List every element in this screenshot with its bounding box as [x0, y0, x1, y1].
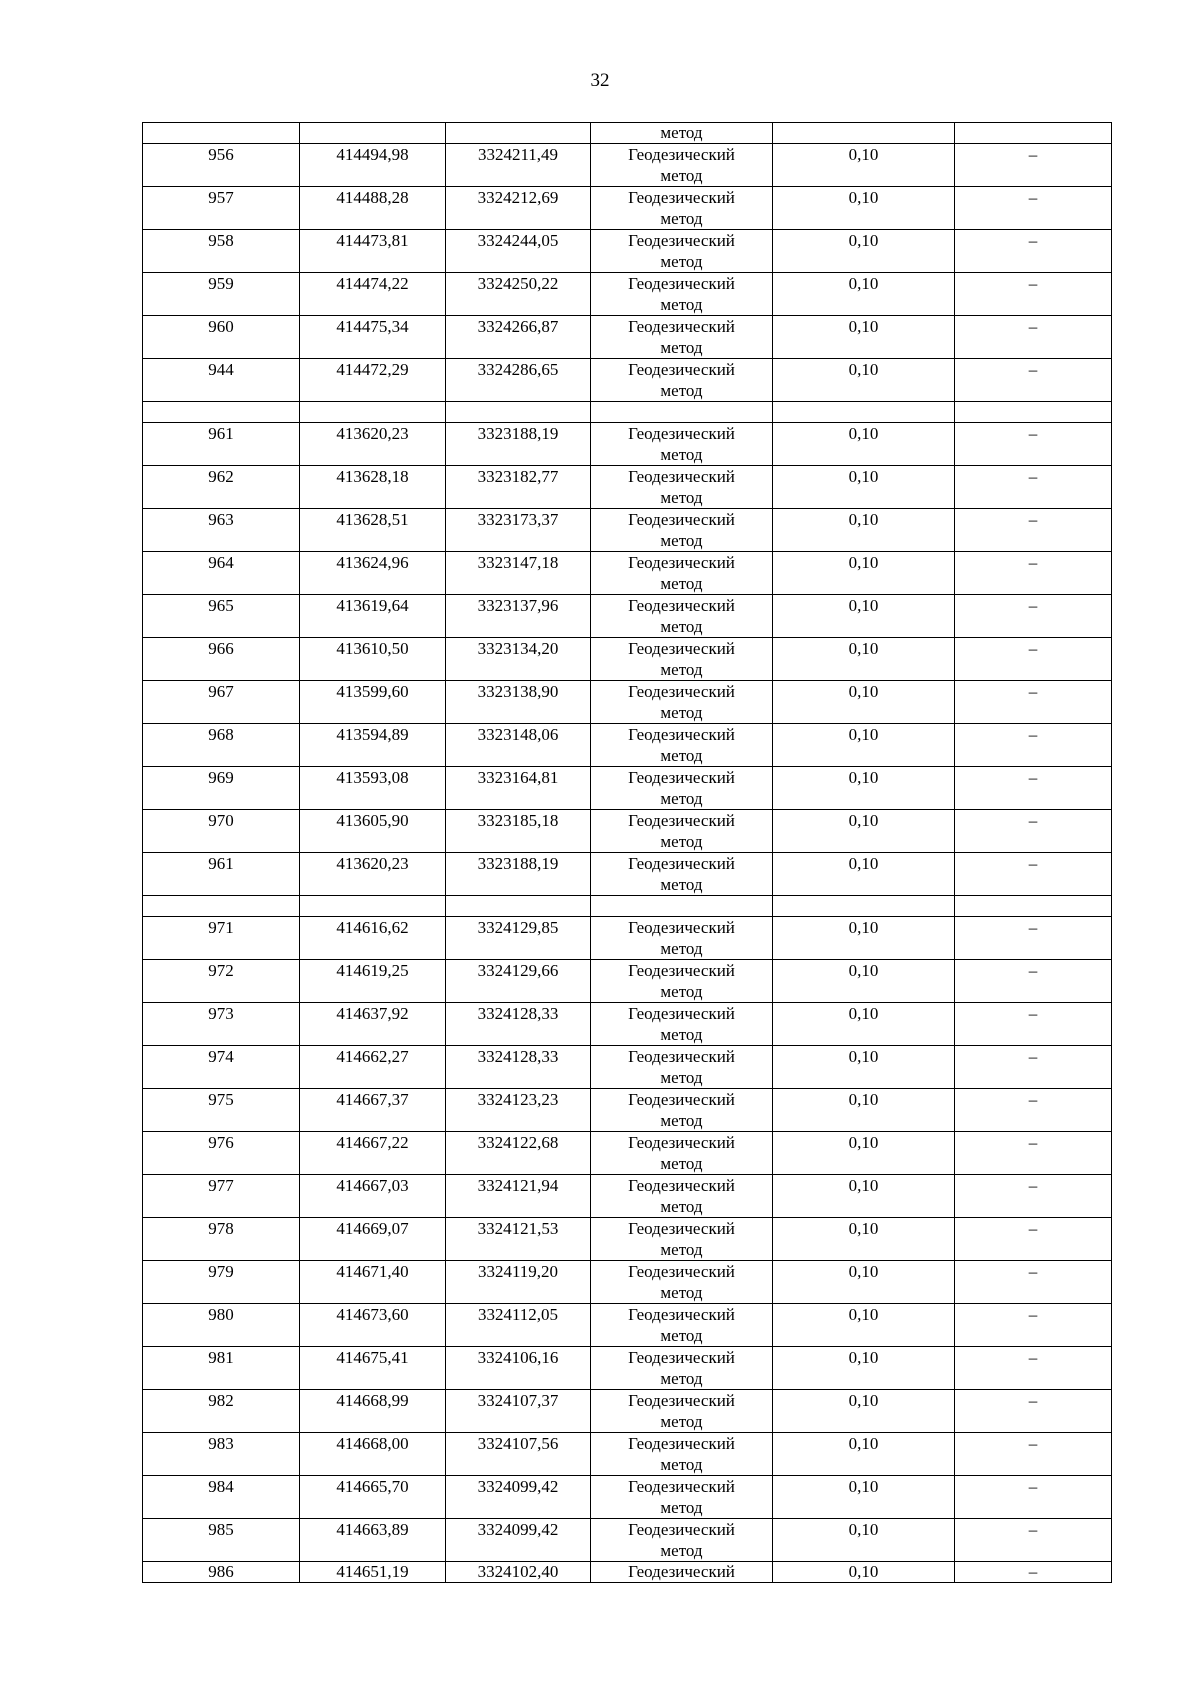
note-cell: –: [955, 1046, 1112, 1089]
y-coordinate-cell: 3324244,05: [446, 230, 591, 273]
note-cell: –: [955, 423, 1112, 466]
accuracy-cell: 0,10: [773, 1089, 955, 1132]
method-cell: Геодезический метод: [591, 810, 773, 853]
table-row-continuation: [143, 123, 1112, 144]
note-cell: –: [955, 230, 1112, 273]
point-number-cell: 976: [143, 1132, 300, 1175]
point-number-cell: 975: [143, 1089, 300, 1132]
x-coordinate-cell: 414619,25: [300, 960, 446, 1003]
table-row-separator: [143, 896, 1112, 917]
accuracy-cell: 0,10: [773, 1390, 955, 1433]
y-coordinate-cell: 3324099,42: [446, 1476, 591, 1519]
table-row: [143, 1433, 1112, 1476]
note-cell: [955, 123, 1112, 144]
x-coordinate-cell: 413594,89: [300, 724, 446, 767]
table-row: [143, 917, 1112, 960]
point-number-cell: 972: [143, 960, 300, 1003]
accuracy-cell: 0,10: [773, 1261, 955, 1304]
coordinates-table: [142, 122, 1112, 1583]
note-cell: –: [955, 1390, 1112, 1433]
accuracy-cell: 0,10: [773, 230, 955, 273]
method-cell: Геодезический метод: [591, 638, 773, 681]
note-cell: –: [955, 552, 1112, 595]
point-number-cell: 977: [143, 1175, 300, 1218]
table-row: [143, 359, 1112, 402]
note-cell: –: [955, 1003, 1112, 1046]
method-cell: Геодезический метод: [591, 230, 773, 273]
point-number-cell: 969: [143, 767, 300, 810]
method-cell: Геодезический метод: [591, 1089, 773, 1132]
point-number-cell: 960: [143, 316, 300, 359]
point-number-cell: 980: [143, 1304, 300, 1347]
table-row: [143, 1175, 1112, 1218]
accuracy-cell: 0,10: [773, 810, 955, 853]
empty-cell: [446, 896, 591, 917]
point-number-cell: 986: [143, 1562, 300, 1583]
accuracy-cell: 0,10: [773, 144, 955, 187]
note-cell: –: [955, 638, 1112, 681]
empty-cell: [955, 402, 1112, 423]
table-row: [143, 1347, 1112, 1390]
note-cell: –: [955, 359, 1112, 402]
y-coordinate-cell: 3324122,68: [446, 1132, 591, 1175]
method-cell: Геодезический метод: [591, 1218, 773, 1261]
accuracy-cell: 0,10: [773, 316, 955, 359]
note-cell: –: [955, 1347, 1112, 1390]
accuracy-cell: 0,10: [773, 187, 955, 230]
y-coordinate-cell: [446, 123, 591, 144]
accuracy-cell: 0,10: [773, 423, 955, 466]
y-coordinate-cell: 3323137,96: [446, 595, 591, 638]
method-cell: Геодезический метод: [591, 1519, 773, 1562]
y-coordinate-cell: 3323182,77: [446, 466, 591, 509]
note-cell: –: [955, 1175, 1112, 1218]
method-cell: Геодезический метод: [591, 1261, 773, 1304]
table-row: [143, 423, 1112, 466]
note-cell: –: [955, 960, 1112, 1003]
y-coordinate-cell: 3324099,42: [446, 1519, 591, 1562]
x-coordinate-cell: 414651,19: [300, 1562, 446, 1583]
accuracy-cell: 0,10: [773, 273, 955, 316]
note-cell: –: [955, 144, 1112, 187]
x-coordinate-cell: 414474,22: [300, 273, 446, 316]
note-cell: –: [955, 1132, 1112, 1175]
empty-cell: [773, 402, 955, 423]
note-cell: –: [955, 595, 1112, 638]
table-row: [143, 273, 1112, 316]
accuracy-cell: 0,10: [773, 509, 955, 552]
table-row: [143, 316, 1112, 359]
note-cell: –: [955, 1218, 1112, 1261]
table-row: [143, 466, 1112, 509]
y-coordinate-cell: 3323173,37: [446, 509, 591, 552]
y-coordinate-cell: 3324129,66: [446, 960, 591, 1003]
table-row: [143, 595, 1112, 638]
method-cell: Геодезический метод: [591, 1304, 773, 1347]
y-coordinate-cell: 3324121,94: [446, 1175, 591, 1218]
accuracy-cell: 0,10: [773, 595, 955, 638]
accuracy-cell: 0,10: [773, 1046, 955, 1089]
y-coordinate-cell: 3324119,20: [446, 1261, 591, 1304]
point-number-cell: 982: [143, 1390, 300, 1433]
empty-cell: [300, 402, 446, 423]
x-coordinate-cell: 413599,60: [300, 681, 446, 724]
y-coordinate-cell: 3323188,19: [446, 423, 591, 466]
method-cell: Геодезический метод: [591, 552, 773, 595]
empty-cell: [446, 402, 591, 423]
accuracy-cell: 0,10: [773, 1218, 955, 1261]
accuracy-cell: 0,10: [773, 1433, 955, 1476]
table-row: [143, 1304, 1112, 1347]
x-coordinate-cell: 414671,40: [300, 1261, 446, 1304]
point-number-cell: 970: [143, 810, 300, 853]
y-coordinate-cell: 3323188,19: [446, 853, 591, 896]
method-cell: Геодезический метод: [591, 853, 773, 896]
table-row: [143, 960, 1112, 1003]
empty-cell: [591, 896, 773, 917]
point-number-cell: 973: [143, 1003, 300, 1046]
x-coordinate-cell: 414668,99: [300, 1390, 446, 1433]
note-cell: –: [955, 273, 1112, 316]
y-coordinate-cell: 3324128,33: [446, 1046, 591, 1089]
x-coordinate-cell: 414667,37: [300, 1089, 446, 1132]
point-number-cell: 961: [143, 423, 300, 466]
note-cell: –: [955, 1562, 1112, 1583]
table-row: [143, 1218, 1112, 1261]
y-coordinate-cell: 3324121,53: [446, 1218, 591, 1261]
table-row-separator: [143, 402, 1112, 423]
table-row: [143, 1003, 1112, 1046]
table-row: [143, 230, 1112, 273]
x-coordinate-cell: 413605,90: [300, 810, 446, 853]
accuracy-cell: 0,10: [773, 1347, 955, 1390]
coordinates-table-body: [143, 123, 1112, 1583]
y-coordinate-cell: 3324212,69: [446, 187, 591, 230]
point-number-cell: 944: [143, 359, 300, 402]
empty-cell: [773, 896, 955, 917]
x-coordinate-cell: 414616,62: [300, 917, 446, 960]
empty-cell: [143, 402, 300, 423]
y-coordinate-cell: 3323164,81: [446, 767, 591, 810]
method-cell: Геодезический метод: [591, 187, 773, 230]
table-row: [143, 724, 1112, 767]
method-cell: Геодезический: [591, 1562, 773, 1583]
method-cell: Геодезический метод: [591, 1003, 773, 1046]
method-cell: Геодезический метод: [591, 1433, 773, 1476]
y-coordinate-cell: 3324286,65: [446, 359, 591, 402]
point-number-cell: 958: [143, 230, 300, 273]
table-row: [143, 1390, 1112, 1433]
method-cell: Геодезический метод: [591, 273, 773, 316]
method-cell: Геодезический метод: [591, 423, 773, 466]
x-coordinate-cell: 414669,07: [300, 1218, 446, 1261]
x-coordinate-cell: 414472,29: [300, 359, 446, 402]
empty-cell: [591, 402, 773, 423]
point-number-cell: 963: [143, 509, 300, 552]
note-cell: –: [955, 466, 1112, 509]
accuracy-cell: [773, 123, 955, 144]
accuracy-cell: 0,10: [773, 466, 955, 509]
table-row: [143, 144, 1112, 187]
table-row: [143, 509, 1112, 552]
note-cell: –: [955, 509, 1112, 552]
x-coordinate-cell: 414663,89: [300, 1519, 446, 1562]
x-coordinate-cell: 414637,92: [300, 1003, 446, 1046]
y-coordinate-cell: 3324107,37: [446, 1390, 591, 1433]
point-number-cell: 962: [143, 466, 300, 509]
table-row: [143, 1476, 1112, 1519]
y-coordinate-cell: 3324107,56: [446, 1433, 591, 1476]
x-coordinate-cell: 414667,03: [300, 1175, 446, 1218]
table-row: [143, 552, 1112, 595]
empty-cell: [955, 896, 1112, 917]
y-coordinate-cell: 3324112,05: [446, 1304, 591, 1347]
point-number-cell: 957: [143, 187, 300, 230]
table-row: [143, 853, 1112, 896]
point-number-cell: 984: [143, 1476, 300, 1519]
accuracy-cell: 0,10: [773, 1132, 955, 1175]
y-coordinate-cell: 3324250,22: [446, 273, 591, 316]
point-number-cell: 979: [143, 1261, 300, 1304]
y-coordinate-cell: 3323148,06: [446, 724, 591, 767]
point-number-cell: 978: [143, 1218, 300, 1261]
method-cell: Геодезический метод: [591, 767, 773, 810]
note-cell: –: [955, 810, 1112, 853]
accuracy-cell: 0,10: [773, 1175, 955, 1218]
empty-cell: [143, 896, 300, 917]
note-cell: –: [955, 1261, 1112, 1304]
method-cell: Геодезический метод: [591, 509, 773, 552]
x-coordinate-cell: 413610,50: [300, 638, 446, 681]
x-coordinate-cell: 413624,96: [300, 552, 446, 595]
note-cell: –: [955, 316, 1112, 359]
accuracy-cell: 0,10: [773, 724, 955, 767]
x-coordinate-cell: 414675,41: [300, 1347, 446, 1390]
accuracy-cell: 0,10: [773, 359, 955, 402]
method-cell: Геодезический метод: [591, 917, 773, 960]
method-cell: Геодезический метод: [591, 1390, 773, 1433]
method-cell: Геодезический метод: [591, 1132, 773, 1175]
note-cell: –: [955, 1476, 1112, 1519]
table-row: [143, 638, 1112, 681]
note-cell: –: [955, 767, 1112, 810]
note-cell: –: [955, 853, 1112, 896]
y-coordinate-cell: 3324102,40: [446, 1562, 591, 1583]
accuracy-cell: 0,10: [773, 853, 955, 896]
point-number-cell: 961: [143, 853, 300, 896]
table-row: [143, 1132, 1112, 1175]
table-row: [143, 810, 1112, 853]
y-coordinate-cell: 3323138,90: [446, 681, 591, 724]
accuracy-cell: 0,10: [773, 1003, 955, 1046]
y-coordinate-cell: 3324123,23: [446, 1089, 591, 1132]
x-coordinate-cell: 413620,23: [300, 423, 446, 466]
x-coordinate-cell: 414475,34: [300, 316, 446, 359]
table-row: [143, 1261, 1112, 1304]
method-cell: Геодезический метод: [591, 1476, 773, 1519]
x-coordinate-cell: 413593,08: [300, 767, 446, 810]
note-cell: –: [955, 681, 1112, 724]
table-row: [143, 767, 1112, 810]
y-coordinate-cell: 3324266,87: [446, 316, 591, 359]
x-coordinate-cell: 413620,23: [300, 853, 446, 896]
point-number-cell: 971: [143, 917, 300, 960]
accuracy-cell: 0,10: [773, 960, 955, 1003]
point-number-cell: 964: [143, 552, 300, 595]
point-number-cell: 966: [143, 638, 300, 681]
table-row: [143, 1519, 1112, 1562]
method-cell: Геодезический метод: [591, 724, 773, 767]
x-coordinate-cell: 414494,98: [300, 144, 446, 187]
table-row: [143, 1562, 1112, 1583]
accuracy-cell: 0,10: [773, 1519, 955, 1562]
note-cell: –: [955, 1519, 1112, 1562]
method-cell: Геодезический метод: [591, 316, 773, 359]
accuracy-cell: 0,10: [773, 552, 955, 595]
table-row: [143, 187, 1112, 230]
point-number-cell: 985: [143, 1519, 300, 1562]
method-cell: Геодезический метод: [591, 1347, 773, 1390]
point-number-cell: 956: [143, 144, 300, 187]
note-cell: –: [955, 724, 1112, 767]
table-row: [143, 681, 1112, 724]
accuracy-cell: 0,10: [773, 767, 955, 810]
y-coordinate-cell: 3324128,33: [446, 1003, 591, 1046]
method-cell: Геодезический метод: [591, 1046, 773, 1089]
x-coordinate-cell: 414662,27: [300, 1046, 446, 1089]
method-cell: метод: [591, 123, 773, 144]
x-coordinate-cell: 414665,70: [300, 1476, 446, 1519]
x-coordinate-cell: 414667,22: [300, 1132, 446, 1175]
accuracy-cell: 0,10: [773, 1304, 955, 1347]
method-cell: Геодезический метод: [591, 144, 773, 187]
point-number-cell: [143, 123, 300, 144]
x-coordinate-cell: 413619,64: [300, 595, 446, 638]
note-cell: –: [955, 1304, 1112, 1347]
y-coordinate-cell: 3324106,16: [446, 1347, 591, 1390]
point-number-cell: 974: [143, 1046, 300, 1089]
point-number-cell: 959: [143, 273, 300, 316]
note-cell: –: [955, 1089, 1112, 1132]
point-number-cell: 967: [143, 681, 300, 724]
method-cell: Геодезический метод: [591, 595, 773, 638]
x-coordinate-cell: 414473,81: [300, 230, 446, 273]
method-cell: Геодезический метод: [591, 960, 773, 1003]
y-coordinate-cell: 3323134,20: [446, 638, 591, 681]
y-coordinate-cell: 3323185,18: [446, 810, 591, 853]
method-cell: Геодезический метод: [591, 681, 773, 724]
point-number-cell: 965: [143, 595, 300, 638]
x-coordinate-cell: [300, 123, 446, 144]
note-cell: –: [955, 1433, 1112, 1476]
accuracy-cell: 0,10: [773, 638, 955, 681]
table-row: [143, 1046, 1112, 1089]
y-coordinate-cell: 3324129,85: [446, 917, 591, 960]
x-coordinate-cell: 413628,18: [300, 466, 446, 509]
y-coordinate-cell: 3323147,18: [446, 552, 591, 595]
y-coordinate-cell: 3324211,49: [446, 144, 591, 187]
accuracy-cell: 0,10: [773, 1562, 955, 1583]
method-cell: Геодезический метод: [591, 359, 773, 402]
note-cell: –: [955, 187, 1112, 230]
empty-cell: [300, 896, 446, 917]
accuracy-cell: 0,10: [773, 917, 955, 960]
x-coordinate-cell: 414668,00: [300, 1433, 446, 1476]
method-cell: Геодезический метод: [591, 466, 773, 509]
x-coordinate-cell: 413628,51: [300, 509, 446, 552]
point-number-cell: 981: [143, 1347, 300, 1390]
point-number-cell: 968: [143, 724, 300, 767]
point-number-cell: 983: [143, 1433, 300, 1476]
x-coordinate-cell: 414673,60: [300, 1304, 446, 1347]
note-cell: –: [955, 917, 1112, 960]
method-cell: Геодезический метод: [591, 1175, 773, 1218]
accuracy-cell: 0,10: [773, 1476, 955, 1519]
page-number: 32: [590, 70, 610, 91]
x-coordinate-cell: 414488,28: [300, 187, 446, 230]
accuracy-cell: 0,10: [773, 681, 955, 724]
table-row: [143, 1089, 1112, 1132]
